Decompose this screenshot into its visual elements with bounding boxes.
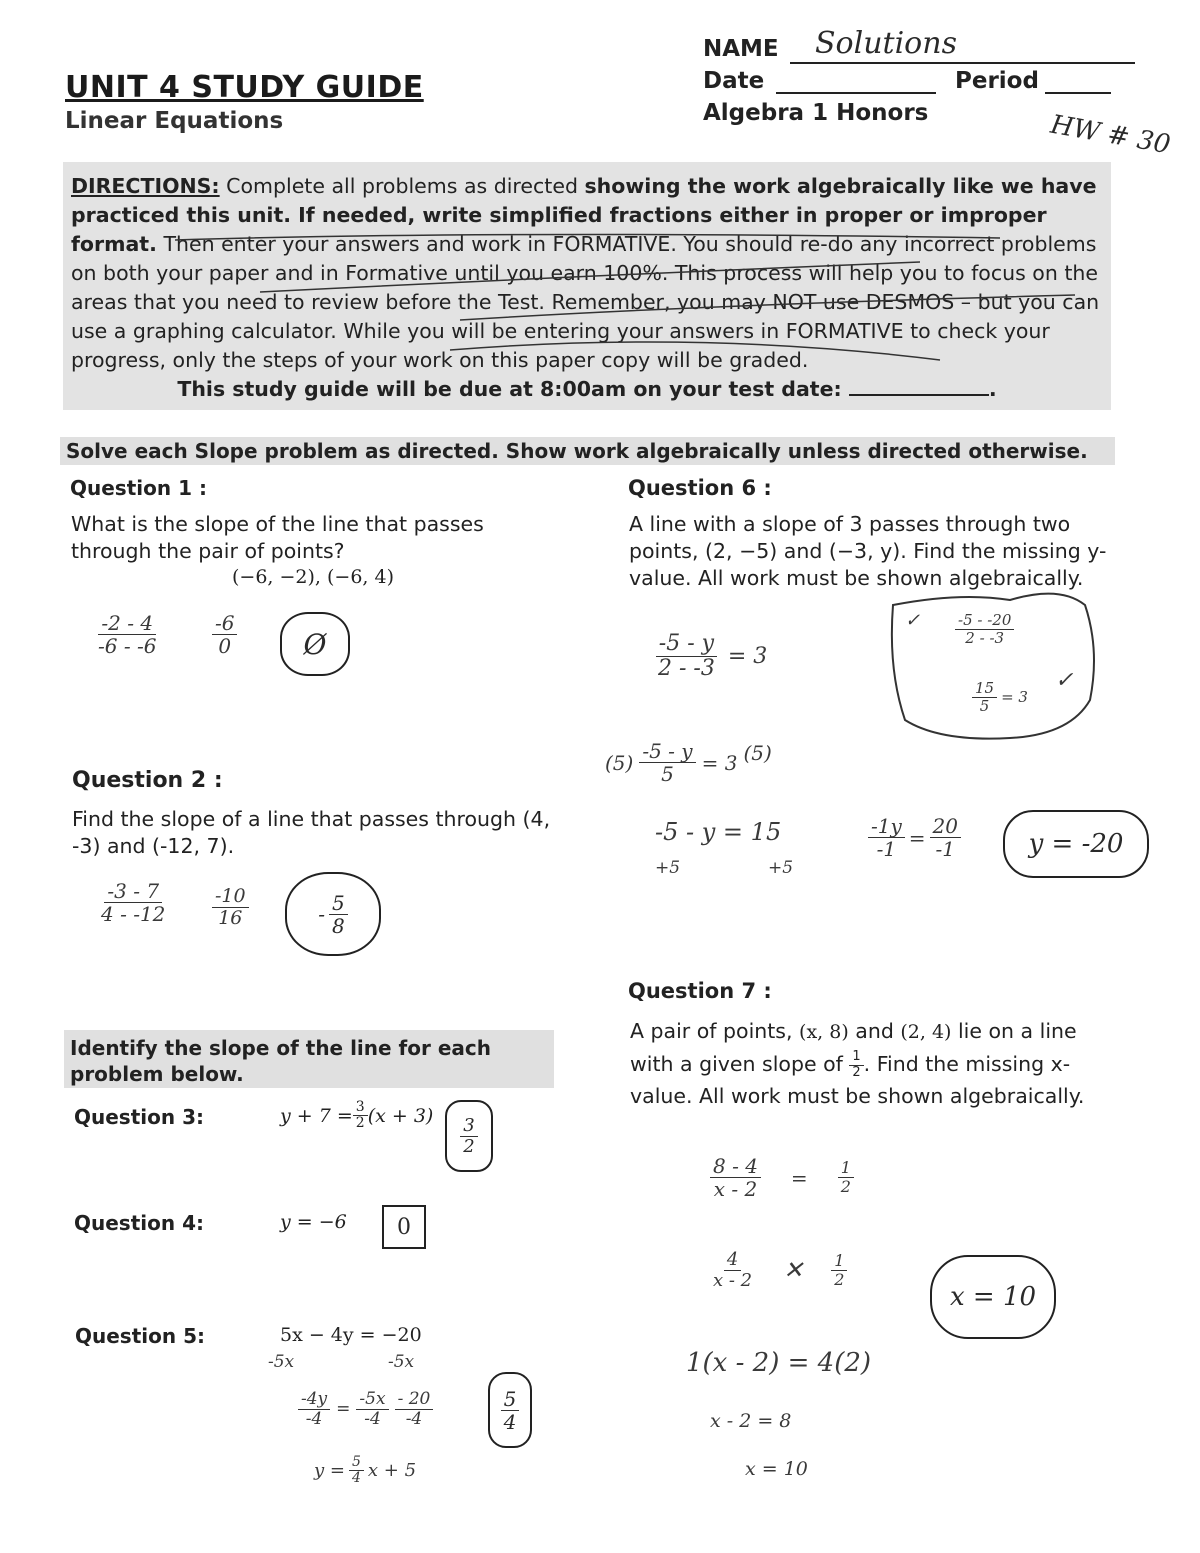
q6-work-3: -5 - y = 15 <box>655 818 782 846</box>
q1-work-1: $\frac{-2 - 4}{-6 - -6}$ <box>98 611 157 658</box>
q7-work-4: x - 2 = 8 <box>710 1410 792 1432</box>
q2-work-2: $\frac{-10}{16}$ <box>212 886 249 929</box>
q7-work-5: x = 10 <box>745 1458 808 1480</box>
q5-answer: $\frac{5}{4}$ <box>488 1372 532 1448</box>
q6-work-2: (5) $\frac{-5 - y}{5}$ = 3 (5) <box>605 739 772 786</box>
q6-answer: y = -20 <box>1003 810 1149 878</box>
page-title: UNIT 4 STUDY GUIDE <box>65 70 424 105</box>
q1-work-2: $\frac{-6}{0}$ <box>212 612 237 657</box>
directions-label: DIRECTIONS: <box>71 174 220 198</box>
q6-work-4: $\frac{-1y}{-1}$ = $\frac{20}{-1}$ <box>868 815 961 860</box>
q5-step1-left: -5x <box>268 1352 295 1372</box>
q4-label: Question 4: <box>74 1211 204 1235</box>
date-label: Date <box>703 68 765 94</box>
directions-text-1: Complete all problems as directed <box>219 174 585 198</box>
q7-label: Question 7 : <box>628 979 772 1003</box>
q6-work-3-adjust-right: +5 <box>768 858 794 878</box>
directions-text-2: Then enter your answers and work in FORMATIVE. You should re-do any incorrect problems on both your paper and in Formative until you earn 100%. This process will help you to focus on the areas that you need to review before the Test. Remember, you may NOT use DESMOS – but you can use a graphing calculator. While you will be entering your answers in FORMATIVE to check your progress, only the steps of your work on this paper copy will be graded. <box>71 232 1100 372</box>
q4-answer: 0 <box>382 1205 426 1249</box>
q2-answer: - $\frac{5}{8}$ <box>285 872 381 956</box>
q7-answer: x = 10 <box>930 1255 1056 1339</box>
q6-check-fraction-2: $\frac{15}{5}$ = 3 <box>972 680 1028 714</box>
q3-equation: y + 7 = $\frac{3}{2}$ (x + 3) <box>280 1099 434 1132</box>
q7-work-2: $\frac{4}{x - 2}$ ✕ $\frac{1}{2}$ <box>710 1250 847 1291</box>
q3-answer: $\frac{3}{2}$ <box>445 1100 493 1172</box>
q2-label: Question 2 : <box>72 768 223 793</box>
q7-work-1: $\frac{8 - 4}{x - 2}$ = $\frac{1}{2}$ <box>710 1155 854 1200</box>
q5-label: Question 5: <box>75 1324 205 1348</box>
q2-text: Find the slope of a line that passes through (4, -3) and (-12, 7). <box>72 807 551 858</box>
q6-work-3-adjust-left: +5 <box>655 858 681 878</box>
q1-label: Question 1 : <box>70 476 207 500</box>
q6-label: Question 6 : <box>628 476 772 500</box>
q1-points: (−6, −2), (−6, 4) <box>232 566 395 588</box>
name-label: NAME <box>703 36 779 62</box>
q2-work-1: $\frac{-3 - 7}{4 - -12}$ <box>101 879 166 926</box>
q1-answer: Ø <box>280 612 350 676</box>
section-identify-heading: Identify the slope of the line for each problem below. <box>64 1030 554 1088</box>
q1-text: What is the slope of the line that passes through the pair of points? <box>71 512 484 563</box>
homework-number: HW # 30 <box>1048 109 1173 161</box>
section-slope-heading: Solve each Slope problem as directed. Show work algebraically unless directed otherwise. <box>60 437 1115 465</box>
q6-work-1: $\frac{-5 - y}{2 - -3}$ = 3 <box>655 632 767 681</box>
directions-bold: showing the work algebraically like we have practiced this unit. If needed, write simplified fractions either in proper or improper format. <box>71 174 1097 256</box>
q5-step2: $\frac{-4y}{-4}$ = $\frac{-5x}{-4}$ $\frac{- 20}{-4}$ <box>298 1390 433 1428</box>
q4-equation: y = −6 <box>280 1211 347 1233</box>
due-date-line: This study guide will be due at 8:00am on your test date: . <box>177 377 997 401</box>
page-subtitle: Linear Equations <box>65 108 284 134</box>
q5-step3: y = $\frac{5}{4}$ x + 5 <box>314 1454 417 1487</box>
name-value: Solutions <box>815 26 957 61</box>
course-label: Algebra 1 Honors <box>703 100 929 126</box>
q6-check-fraction-1: $\frac{-5 - -20}{2 - -3}$ <box>955 612 1014 646</box>
q6-check-mark-1: ✓ <box>905 610 921 631</box>
due-date-text: This study guide will be due at 8:00am on your test date: <box>177 377 842 401</box>
q7-text: A pair of points, (x, 8) and (2, 4) lie on a line with a given slope of $\frac{1}{2}$ . Find the missing x-value. All work must be shown algebraically. <box>630 1019 1085 1108</box>
q3-label: Question 3: <box>74 1105 204 1129</box>
q6-check-mark-2: ✓ <box>1055 668 1074 693</box>
period-label: Period <box>955 68 1039 94</box>
q5-equation: 5x − 4y = −20 <box>280 1324 422 1346</box>
q5-step1-right: -5x <box>388 1352 415 1372</box>
q6-text: A line with a slope of 3 passes through two points, (2, −5) and (−3, y). Find the missing y-value. All work must be shown algebraically. <box>629 512 1107 590</box>
q7-work-3: 1(x - 2) = 4(2) <box>686 1348 872 1378</box>
